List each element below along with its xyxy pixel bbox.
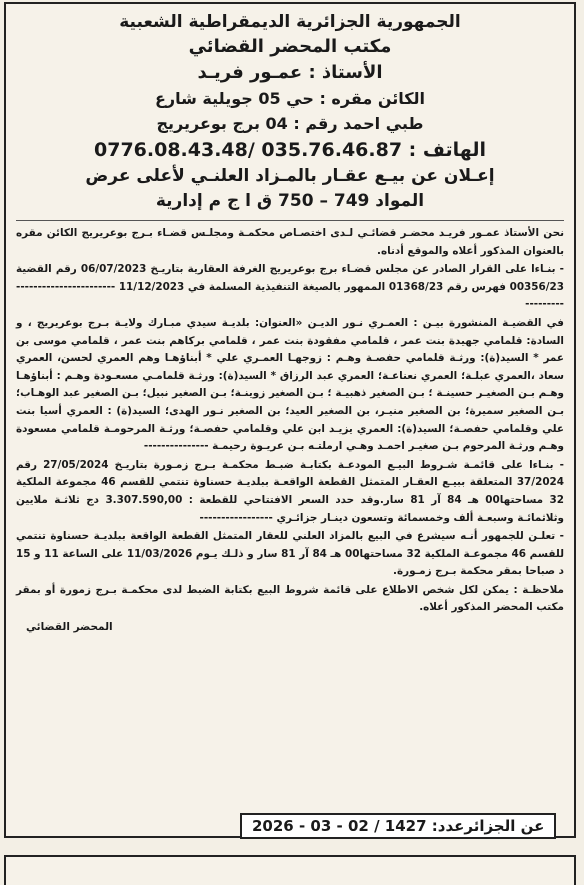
paragraph-announcement: - تعلـن للجمهور أنـه سيشرع في البيع بالمزاد العلني للعقار المتمثل القطعة الواقعة ببلديـة حسناوة تنتمي للقسم 46 مجموعـة الملكية 32 مساحتها00 هـ 84 آر 81 سار و ذلـك يـوم 11/03/2026 على الساعة 11 و 15 د صباحا بمقر محكمة بـرج زمـورة. [16,530,564,578]
paragraph-intro: نحن الأستاذ عمـور فريـد محضـر قضائـي لـدى اختصـاص محكمـة ومجلـس قضـاء بـرج بوعريريج الكائن مقره بالعنوان المذكور أعلاه والموقع أدناه. [16,227,564,257]
notice-title: إعـلان عن بيـع عقـار بالمـزاد العلنـي لأعلى عرض [85,166,495,186]
address-line-1: الكائن مقره : حي 05 جويلية شارع [154,89,426,108]
office-title: مكتب المحضر القضائي [188,36,392,57]
paragraph-conditions: - بنـاءا على قائمـة شـروط البيـع المودعـة بكتابـة ضبـط محكمـة بـرج زمـورة بتاريـخ 27/05/2024 رقم 37/2024 المتعلقة ببيـع العقـار المتمثل القطعة الواقعـة ببلديـة حسناوة تنتمي للقسم 46 مجموعة الملكية 32 مساحتها00 هـ 84 آر 81 سار.وقد حدد السعر الافتتاحي للقطعة : 3.307.590,00 دج ثلاثـة ملايين وثلاثمائـة وسبعـة ألف وخمسمائة وتسعون دينـار جزائـري ----------------- [16,458,565,524]
next-notice-edge [4,855,576,885]
paragraph-decision: - بنـاءا على القرار الصادر عن مجلس قضـاء برج بوعريريج الغرفة العقارية بتاريـخ 06/07/2023 رقم القضية 00356/23 فهرس رقم 01368/23 الممهور بالصيغة التنفيذية المسلمة في 11/12/2023 -------------------------------- [16,263,564,311]
divider [16,220,564,221]
paragraph-note: ملاحظـة : يمكن لكل شخص الاطلاع على قائمة شروط البيع بكتابة الضبط لدى محكمـة بـرج زمورة أو بمقر مكتب المحضر المذكور أعلاه. [16,583,564,614]
legal-articles: المواد 749 – 750 ق ا ج م إدارية [155,191,425,211]
legal-notice [4,2,576,838]
address-line-2: طبي احمد رقم : 04 برج بوعريريج [156,114,424,133]
publication-date: عن الجزائرعدد: 1427 / 02 - 03 - 2026 [240,813,556,839]
notice-body [16,225,564,617]
phone-numbers: الهاتف : 035.76.46.87 /0776.08.43.48 [94,139,486,161]
signature: المحضر القضائي [26,621,113,634]
republic-title: الجمهورية الجزائرية الديمقراطية الشعبية [119,12,461,32]
paragraph-parties: في القضيـة المنشورة بيـن : العمـري نـور الديـن «العنوان: بلديـة سيدي مبـارك ولايـة بـرج بوعريريج ، و السادة: قلمامي جهيدة بنت عمر ، قلمامي مفقودة بنت عمر ، قلمامي بركاهم بنت عمر ، قلمامي موسى بن عمر * السيد(ة): ورثـة قلمامي حفصـة وهـم : زوجهـا العمـري علي * أبناؤهـا وهم العمري لحسن، العمري سعاد ،العمري عبلـة؛ العمري نعناعـة؛ العمري عبد الرزاق * السيد(ة): ورثـة قلمامـي مسعـودة وهـم : أبناؤهـا وهـم بـن الصغيـر حسينـة ؛ بـن الصغير ذهبيـة ؛ بـن الصغير زوينـة؛ بـن الصغير نبيل؛ بـن الصغير عبد الوهـاب؛ بـن الصغير سميرة؛ بن الصغير منيـر، بن الصغير العيد؛ بن الصغير نـور الهدى؛ السيد(ة) : العمري أسيا بنت علي وقلمامي حفصـة؛ السيد(ة): العمري يزيـد ابن علي وقلمامي حفصـة؛ ورثـة المرحومـة قلمامي مسعودة وهـم ورثـة المرحوم بـن صغيـر احمـد وهـي ارملتـه بـن عريـوة رحيمـة --------------- [16,316,564,453]
bailiff-name: الأستاذ : عمـور فريـد [197,62,383,83]
